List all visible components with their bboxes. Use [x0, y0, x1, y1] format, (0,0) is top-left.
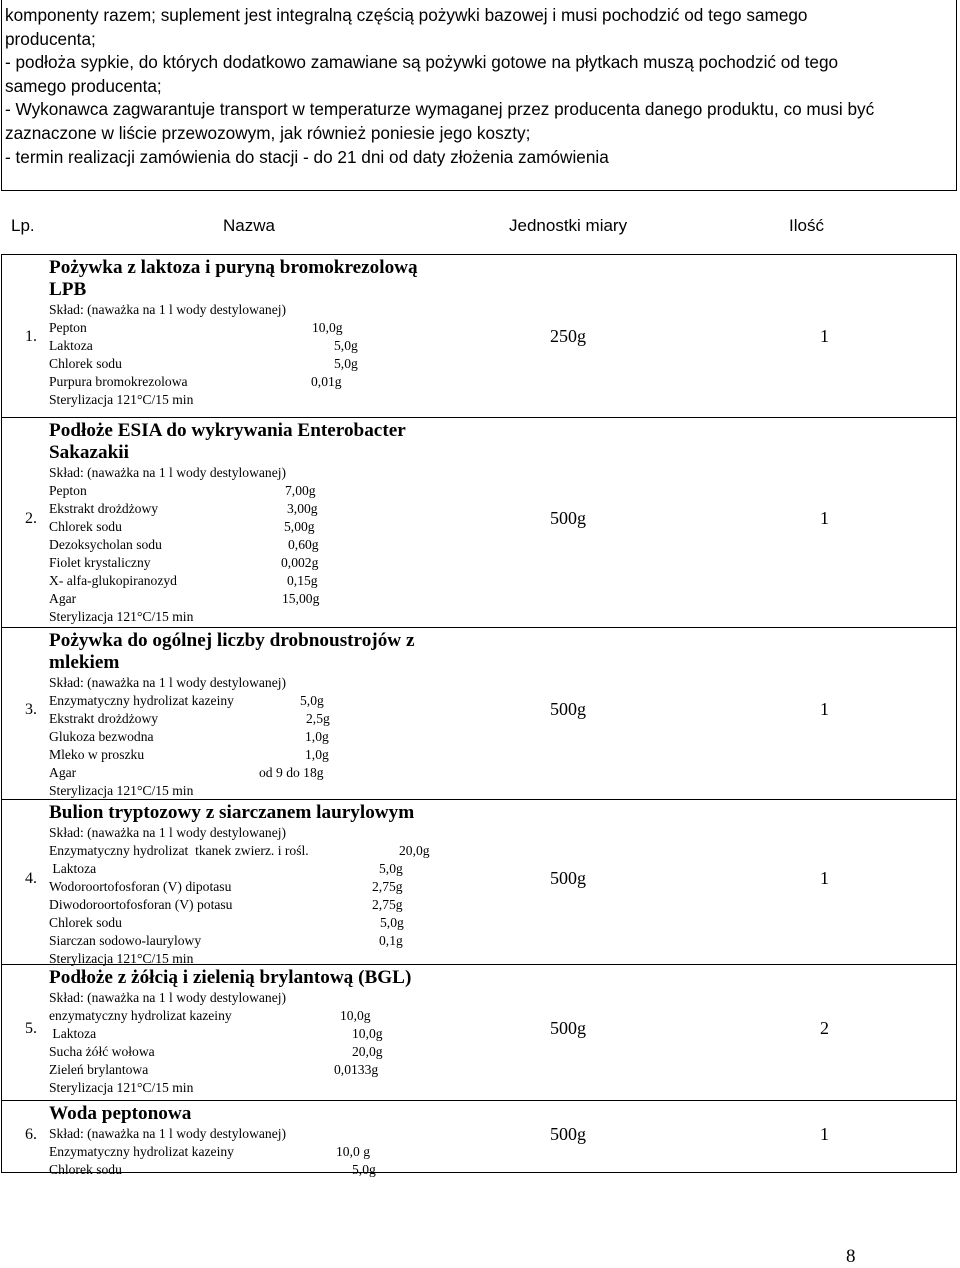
intro-line: - termin realizacji zamówienia do stacji - do 21 dni od daty złożenia zamówienia: [5, 146, 609, 167]
row-number: 3.: [25, 701, 37, 718]
quantity: 1: [820, 508, 829, 528]
unit-amount: 500g: [550, 1018, 586, 1038]
ingredient-line: [49, 1143, 370, 1161]
composition-note: Skład: (naważka na 1 l wody destylowanej): [49, 302, 287, 317]
ingredient-value: od 9 do 18g: [259, 765, 324, 780]
ingredient-name: Agar: [49, 591, 77, 606]
quantity: 1: [820, 699, 829, 719]
sterilization-note: Sterylizacja 121°C/15 min: [49, 609, 194, 624]
product-title: Bulion tryptozowy z siarczanem laurylowym: [49, 802, 415, 823]
ingredient-name: Laktoza: [49, 338, 93, 353]
ingredient-line: [49, 536, 406, 554]
product-title: Sakazakii: [49, 442, 129, 463]
product-title: Pożywka z laktoza i puryną bromokrezolową: [49, 257, 418, 278]
ingredient-line: [49, 728, 414, 746]
product-title: Podłoże ESIA do wykrywania Enterobacter: [49, 420, 406, 441]
ingredient-name: Ekstrakt drożdżowy: [49, 711, 159, 726]
ingredient-name: Purpura bromokrezolowa: [49, 374, 188, 389]
ingredient-line: [49, 764, 414, 782]
composition-note: Skład: (naważka na 1 l wody destylowanej): [49, 465, 287, 480]
ingredient-name: Laktoza: [49, 1026, 97, 1041]
ingredient-value: 5,0g: [380, 915, 404, 930]
ingredient-value: 2,5g: [306, 711, 330, 726]
table-row: [2, 1100, 956, 1177]
intro-line: zaznaczone w liście przewozowym, jak również poniesie jego koszty;: [5, 122, 531, 143]
ingredient-line: [49, 1007, 411, 1025]
ingredient-name: Zieleń brylantowa: [49, 1062, 149, 1077]
ingredient-name: Enzymatyczny hydrolizat kazeiny: [49, 693, 234, 708]
intro-box: [1, 0, 957, 191]
ingredient-line: [49, 518, 406, 536]
intro-text: [5, 4, 957, 169]
unit-amount: 500g: [550, 1124, 586, 1144]
ingredient-value: 20,0g: [399, 843, 430, 858]
ingredient-line: [49, 710, 414, 728]
composition-note: Skład: (naważka na 1 l wody destylowanej): [49, 990, 287, 1005]
row-number: 6.: [25, 1126, 37, 1143]
product-description: [49, 1103, 376, 1179]
ingredient-name: Mleko w proszku: [49, 747, 145, 762]
ingredient-value: 10,0g: [340, 1008, 371, 1023]
unit-amount: 500g: [550, 699, 586, 719]
table-row: [2, 799, 956, 964]
ingredient-line: [49, 1061, 411, 1079]
ingredient-name: Chlorek sodu: [49, 1162, 122, 1177]
ingredient-line: [49, 1025, 411, 1043]
composition-note: Skład: (naważka na 1 l wody destylowanej): [49, 825, 287, 840]
ingredient-value: 5,0g: [334, 338, 358, 353]
intro-line: - Wykonawca zagwarantuje transport w temperaturze wymaganej przez producenta danego produktu, co musi być: [5, 99, 875, 120]
ingredient-name: Chlorek sodu: [49, 915, 122, 930]
ingredient-value: 0,002g: [281, 555, 319, 570]
ingredient-value: 5,0g: [352, 1162, 376, 1177]
intro-line: - podłoża sypkie, do których dodatkowo zamawiane są pożywki gotowe na płytkach muszą pochodzić od tego: [5, 52, 839, 73]
sterilization-note: Sterylizacja 121°C/15 min: [49, 392, 194, 407]
product-table: [1, 254, 957, 1177]
table-row: [2, 254, 956, 417]
ingredient-value: 7,00g: [285, 483, 316, 498]
ingredient-name: enzymatyczny hydrolizat kazeiny: [49, 1008, 232, 1023]
ingredient-value: 5,0g: [334, 356, 358, 371]
unit-amount: 500g: [550, 508, 586, 528]
ingredient-line: [49, 355, 418, 373]
ingredient-line: [49, 692, 414, 710]
ingredient-name: Siarczan sodowo-laurylowy: [49, 933, 202, 948]
ingredient-line: [49, 878, 414, 896]
quantity: 1: [820, 868, 829, 888]
ingredient-value: 0,60g: [288, 537, 319, 552]
ingredient-line: [49, 860, 414, 878]
header-lp: Lp.: [11, 216, 35, 235]
ingredient-name: Sucha żółć wołowa: [49, 1044, 155, 1059]
ingredient-name: Chlorek sodu: [49, 356, 122, 371]
ingredient-value: 1,0g: [305, 747, 329, 762]
ingredient-line: [49, 337, 418, 355]
intro-line: producenta;: [5, 28, 96, 49]
ingredient-name: Enzymatyczny hydrolizat kazeiny: [49, 1144, 234, 1159]
table-row: [2, 964, 956, 1100]
quantity: 2: [820, 1018, 829, 1038]
unit-amount: 250g: [550, 326, 586, 346]
ingredient-name: Glukoza bezwodna: [49, 729, 154, 744]
ingredient-value: 5,00g: [284, 519, 315, 534]
ingredient-value: 3,00g: [287, 501, 318, 516]
ingredient-line: [49, 590, 406, 608]
quantity: 1: [820, 326, 829, 346]
ingredient-name: Ekstrakt drożdżowy: [49, 501, 159, 516]
product-title: Pożywka do ogólnej liczby drobnoustrojów z: [49, 630, 415, 651]
row-number: 1.: [25, 328, 37, 345]
ingredient-name: X- alfa-glukopiranozyd: [49, 573, 177, 588]
ingredient-line: [49, 373, 418, 391]
header-qty: Ilość: [789, 216, 824, 235]
ingredient-value: 2,75g: [372, 879, 403, 894]
header-name: Nazwa: [223, 216, 275, 235]
row-number: 5.: [25, 1020, 37, 1037]
ingredient-name: Wodoroortofosforan (V) dipotasu: [49, 879, 232, 894]
ingredient-name: Enzymatyczny hydrolizat tkanek zwierz. i rośl.: [49, 843, 309, 858]
ingredient-line: [49, 842, 430, 860]
ingredient-line: [49, 914, 414, 932]
ingredient-name: Pepton: [49, 320, 87, 335]
product-title: mlekiem: [49, 652, 120, 673]
ingredient-line: [49, 1161, 376, 1179]
ingredient-name: Dezoksycholan sodu: [49, 537, 162, 552]
ingredient-value: 15,00g: [282, 591, 320, 606]
page-number: 8: [846, 1246, 856, 1267]
ingredient-value: 0,0133g: [334, 1062, 379, 1077]
ingredient-value: 10,0g: [312, 320, 343, 335]
table-header: [1, 191, 957, 254]
table-row: [2, 627, 956, 799]
row-number: 2.: [25, 510, 37, 527]
unit-amount: 500g: [550, 868, 586, 888]
ingredient-name: Agar: [49, 765, 77, 780]
product-title: Woda peptonowa: [49, 1103, 192, 1124]
ingredient-value: 5,0g: [300, 693, 324, 708]
product-description: [49, 630, 414, 800]
product-description: [49, 420, 406, 626]
product-title: Podłoże z żółcią i zielenią brylantową (BGL): [49, 967, 412, 988]
ingredient-line: [49, 932, 414, 950]
ingredient-line: [49, 554, 406, 572]
table-row: [2, 417, 956, 627]
intro-line: samego producenta;: [5, 75, 162, 96]
row-number: 4.: [25, 870, 37, 887]
product-title: LPB: [49, 279, 87, 300]
ingredient-value: 5,0g: [379, 861, 403, 876]
quantity: 1: [820, 1124, 829, 1144]
ingredient-name: Diwodoroortofosforan (V) potasu: [49, 897, 233, 912]
sterilization-note: Sterylizacja 121°C/15 min: [49, 1080, 194, 1095]
ingredient-name: Laktoza: [49, 861, 97, 876]
ingredient-value: 0,1g: [379, 933, 403, 948]
ingredient-line: [49, 1043, 411, 1061]
ingredient-name: Chlorek sodu: [49, 519, 122, 534]
ingredient-value: 1,0g: [305, 729, 329, 744]
ingredient-value: 10,0 g: [336, 1144, 370, 1159]
ingredient-name: Pepton: [49, 483, 87, 498]
intro-line: komponenty razem; suplement jest integralną częścią pożywki bazowej i musi pochodzić od tego samego: [5, 5, 808, 25]
ingredient-line: [49, 746, 414, 764]
ingredient-line: [49, 572, 406, 590]
ingredient-value: 20,0g: [352, 1044, 383, 1059]
composition-note: Skład: (naważka na 1 l wody destylowanej): [49, 675, 287, 690]
sterilization-note: Sterylizacja 121°C/15 min: [49, 951, 194, 966]
ingredient-line: [49, 896, 414, 914]
ingredient-value: 0,15g: [287, 573, 318, 588]
ingredient-value: 10,0g: [352, 1026, 383, 1041]
sterilization-note: Sterylizacja 121°C/15 min: [49, 783, 194, 798]
ingredient-value: 2,75g: [372, 897, 403, 912]
ingredient-line: [49, 500, 406, 518]
product-description: [49, 967, 411, 1097]
composition-note: Skład: (naważka na 1 l wody destylowanej): [49, 1126, 287, 1141]
ingredient-line: [49, 482, 406, 500]
header-unit: Jednostki miary: [509, 216, 628, 235]
ingredient-line: [49, 319, 418, 337]
ingredient-value: 0,01g: [311, 374, 342, 389]
ingredient-name: Fiolet krystaliczny: [49, 555, 151, 570]
product-description: [49, 802, 430, 968]
product-description: [49, 257, 418, 409]
